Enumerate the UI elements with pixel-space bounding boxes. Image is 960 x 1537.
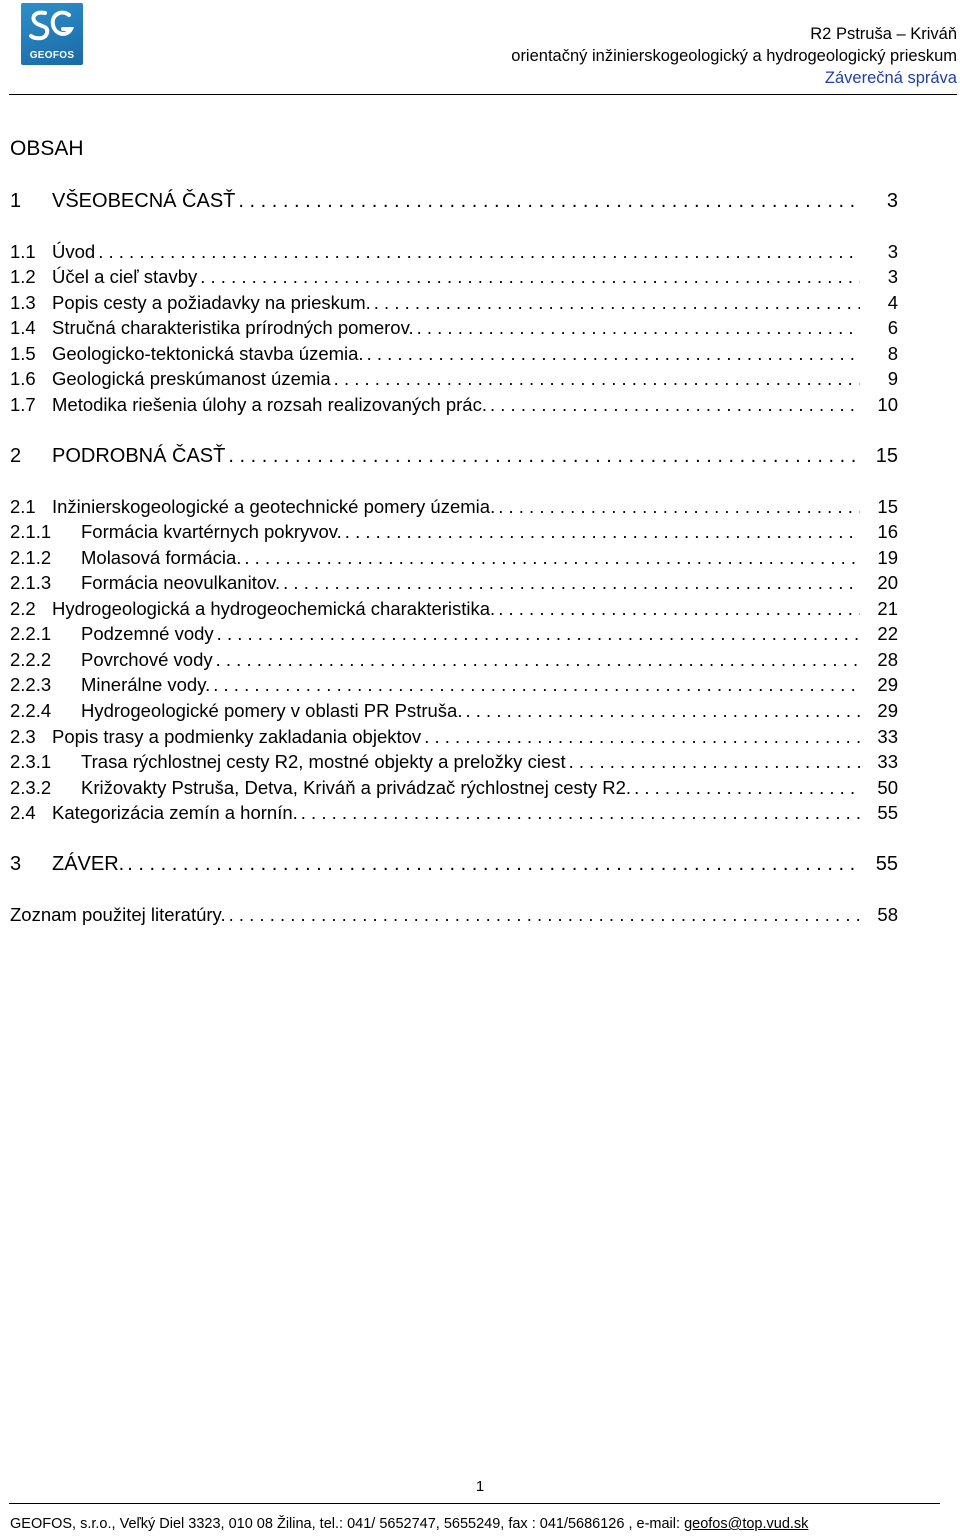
toc-entry[interactable] bbox=[10, 366, 898, 392]
toc-entry[interactable] bbox=[10, 621, 898, 647]
toc-leader-dots bbox=[298, 800, 860, 826]
toc-entry-number: 2.2.4 bbox=[10, 700, 52, 721]
toc-entry-title: Geologicko-tektonická stavba územia. bbox=[52, 343, 364, 364]
toc-leader-dots bbox=[197, 264, 860, 290]
toc-entry-number: 2.4 bbox=[10, 802, 36, 823]
toc-entry-page: 3 bbox=[886, 190, 898, 212]
toc-entry[interactable] bbox=[10, 341, 898, 367]
toc-leader-dots bbox=[495, 494, 860, 520]
toc-leader-dots bbox=[331, 366, 860, 392]
footer-email-link[interactable]: geofos@top.vud.sk bbox=[684, 1516, 809, 1532]
toc-entry-number: 2.1.2 bbox=[10, 547, 52, 568]
toc-entry-number: 2.1.3 bbox=[10, 572, 52, 593]
toc-leader-dots bbox=[241, 545, 860, 571]
toc-entry-page: 22 bbox=[877, 623, 898, 644]
toc-entry-page: 29 bbox=[877, 700, 898, 721]
toc-entry-title: Formácia neovulkanitov. bbox=[81, 572, 281, 593]
toc-entry-page: 8 bbox=[887, 343, 898, 364]
toc-entry-number: 1.4 bbox=[10, 317, 36, 338]
toc-entry[interactable] bbox=[10, 545, 898, 571]
toc-entry[interactable] bbox=[10, 264, 898, 290]
toc-title: OBSAH bbox=[10, 137, 84, 160]
toc-entry-number: 2.2.2 bbox=[10, 649, 52, 670]
toc-entry-number: 2 bbox=[10, 445, 22, 467]
toc-entry-number: 2.3.2 bbox=[10, 777, 52, 798]
toc-entry[interactable] bbox=[10, 724, 898, 750]
toc-leader-dots bbox=[495, 596, 860, 622]
toc-entry[interactable] bbox=[10, 596, 898, 622]
toc-entry-title: PODROBNÁ ČASŤ bbox=[52, 445, 226, 467]
toc-leader-dots bbox=[95, 239, 860, 265]
toc-leader-dots bbox=[421, 724, 860, 750]
toc-entry[interactable] bbox=[10, 519, 898, 545]
toc-entry-title: Povrchové vody bbox=[81, 649, 213, 670]
toc-leader-dots bbox=[210, 672, 860, 698]
toc-entry-page: 33 bbox=[877, 726, 898, 747]
toc-entry-number: 1 bbox=[10, 190, 22, 212]
toc-entry-page: 15 bbox=[877, 496, 898, 517]
toc-entry-page: 15 bbox=[875, 445, 898, 467]
toc-entry-page: 55 bbox=[877, 802, 898, 823]
logo-text: GEOFOS bbox=[29, 50, 75, 61]
toc-entry-page: 55 bbox=[875, 853, 898, 875]
toc-entry[interactable] bbox=[10, 775, 898, 801]
toc-leader-dots bbox=[342, 519, 860, 545]
toc-entry-title: ZÁVER. bbox=[52, 853, 125, 875]
toc-entry-number: 1.5 bbox=[10, 343, 36, 364]
toc-leader-dots bbox=[124, 851, 860, 877]
toc-entry[interactable] bbox=[10, 570, 898, 596]
toc-leader-dots bbox=[462, 698, 860, 724]
toc-entry-title: Križovakty Pstruša, Detva, Kriváň a privádzač rýchlostnej cesty R2. bbox=[81, 777, 632, 798]
toc-entry[interactable] bbox=[10, 851, 898, 877]
toc-entry[interactable] bbox=[10, 800, 898, 826]
toc-leader-dots bbox=[235, 188, 860, 214]
toc-entry-page: 4 bbox=[887, 292, 898, 313]
toc-entry-title: Podzemné vody bbox=[81, 623, 214, 644]
toc-leader-dots bbox=[414, 315, 860, 341]
toc-entry-number: 2.2 bbox=[10, 598, 36, 619]
toc-entry-title: Účel a cieľ stavby bbox=[52, 266, 198, 287]
toc-entry[interactable] bbox=[10, 698, 898, 724]
toc-entry-number: 2.1.1 bbox=[10, 521, 52, 542]
toc-entry-number: 2.2.1 bbox=[10, 623, 52, 644]
toc-entry-number: 1.7 bbox=[10, 394, 36, 415]
toc-entry-title: Minerálne vody. bbox=[81, 674, 211, 695]
toc-leader-dots bbox=[487, 392, 860, 418]
toc-entry[interactable] bbox=[10, 494, 898, 520]
project-title: R2 Pstruša – Kriváň bbox=[810, 25, 957, 43]
toc-entry-number: 2.3 bbox=[10, 726, 36, 747]
toc-entry[interactable] bbox=[10, 902, 898, 928]
toc-leader-dots bbox=[214, 621, 860, 647]
toc-entry-title: Úvod bbox=[52, 241, 96, 262]
footer-contact: GEOFOS, s.r.o., Veľký Diel 3323, 010 08 Žilina, tel.: 041/ 5652747, 5655249, fax : 041/5686126 , e-mail: bbox=[10, 1516, 685, 1532]
toc-entry-number: 1.1 bbox=[10, 241, 36, 262]
toc-entry-number: 3 bbox=[10, 853, 22, 875]
toc-entry-number: 1.3 bbox=[10, 292, 36, 313]
footer-divider bbox=[9, 1503, 940, 1504]
toc-entry-page: 19 bbox=[877, 547, 898, 568]
toc-entry-page: 6 bbox=[887, 317, 898, 338]
toc-entry-number: 2.3.1 bbox=[10, 751, 52, 772]
toc-entry[interactable] bbox=[10, 647, 898, 673]
toc-entry-page: 33 bbox=[877, 751, 898, 772]
toc-entry-title: Metodika riešenia úlohy a rozsah realizovaných prác. bbox=[52, 394, 487, 415]
toc-leader-dots bbox=[371, 290, 860, 316]
toc-entry-page: 9 bbox=[887, 368, 898, 389]
toc-entry[interactable] bbox=[10, 392, 898, 418]
toc-entry-title: Molasová formácia. bbox=[81, 547, 242, 568]
toc-entry-number: 1.6 bbox=[10, 368, 36, 389]
toc-entry-title: Geologická preskúmanost územia bbox=[52, 368, 331, 389]
toc-leader-dots bbox=[213, 647, 860, 673]
toc-leader-dots bbox=[566, 749, 860, 775]
toc-leader-dots bbox=[364, 341, 860, 367]
toc-entry-page: 3 bbox=[887, 266, 898, 287]
report-type: Záverečná správa bbox=[824, 69, 957, 87]
project-subtitle: orientačný inžinierskogeologický a hydrogeologický prieskum bbox=[511, 47, 957, 65]
toc-leader-dots bbox=[280, 570, 860, 596]
toc-entry-page: 50 bbox=[877, 777, 898, 798]
toc-entry-title: Zoznam použitej literatúry. bbox=[10, 904, 226, 925]
toc-entry-title: Trasa rýchlostnej cesty R2, mostné objekty a preložky ciest bbox=[81, 751, 566, 772]
toc-entry-page: 28 bbox=[877, 649, 898, 670]
toc-entry-number: 1.2 bbox=[10, 266, 36, 287]
toc-entry[interactable] bbox=[10, 315, 898, 341]
toc-entry[interactable] bbox=[10, 443, 898, 469]
toc-entry-page: 58 bbox=[877, 904, 898, 925]
toc-leader-dots bbox=[225, 443, 860, 469]
toc-leader-dots bbox=[226, 902, 860, 928]
toc-entry-title: Hydrogeologické pomery v oblasti PR Pstruša. bbox=[81, 700, 463, 721]
toc-entry-page: 3 bbox=[887, 241, 898, 262]
toc-entry-title: VŠEOBECNÁ ČASŤ bbox=[52, 190, 236, 212]
toc-entry-number: 2.1 bbox=[10, 496, 36, 517]
page-footer bbox=[10, 1516, 808, 1532]
toc-entry-page: 16 bbox=[877, 521, 898, 542]
toc-entry-page: 21 bbox=[877, 598, 898, 619]
toc-entry-title: Formácia kvartérnych pokryvov. bbox=[81, 521, 342, 542]
toc-entry[interactable] bbox=[10, 749, 898, 775]
page-number: 1 bbox=[475, 1478, 485, 1495]
toc-entry[interactable] bbox=[10, 672, 898, 698]
toc-entry-title: Popis cesty a požiadavky na prieskum. bbox=[52, 292, 371, 313]
toc-entry[interactable] bbox=[10, 239, 898, 265]
toc-entry-page: 29 bbox=[877, 674, 898, 695]
toc-entry-title: Hydrogeologická a hydrogeochemická charakteristika. bbox=[52, 598, 496, 619]
toc-entry-title: Popis trasy a podmienky zakladania objektov bbox=[52, 726, 422, 747]
toc-leader-dots bbox=[631, 775, 860, 801]
toc-entry[interactable] bbox=[10, 290, 898, 316]
toc-entry-title: Kategorizácia zemín a hornín. bbox=[52, 802, 298, 823]
toc-entry[interactable] bbox=[10, 188, 898, 214]
toc-entry-title: Stručná charakteristika prírodných pomerov. bbox=[52, 317, 414, 338]
toc-entry-page: 10 bbox=[877, 394, 898, 415]
toc-entry-title: Inžinierskogeologické a geotechnické pomery územia. bbox=[52, 496, 496, 517]
toc-entry-number: 2.2.3 bbox=[10, 674, 52, 695]
toc-entry-page: 20 bbox=[877, 572, 898, 593]
